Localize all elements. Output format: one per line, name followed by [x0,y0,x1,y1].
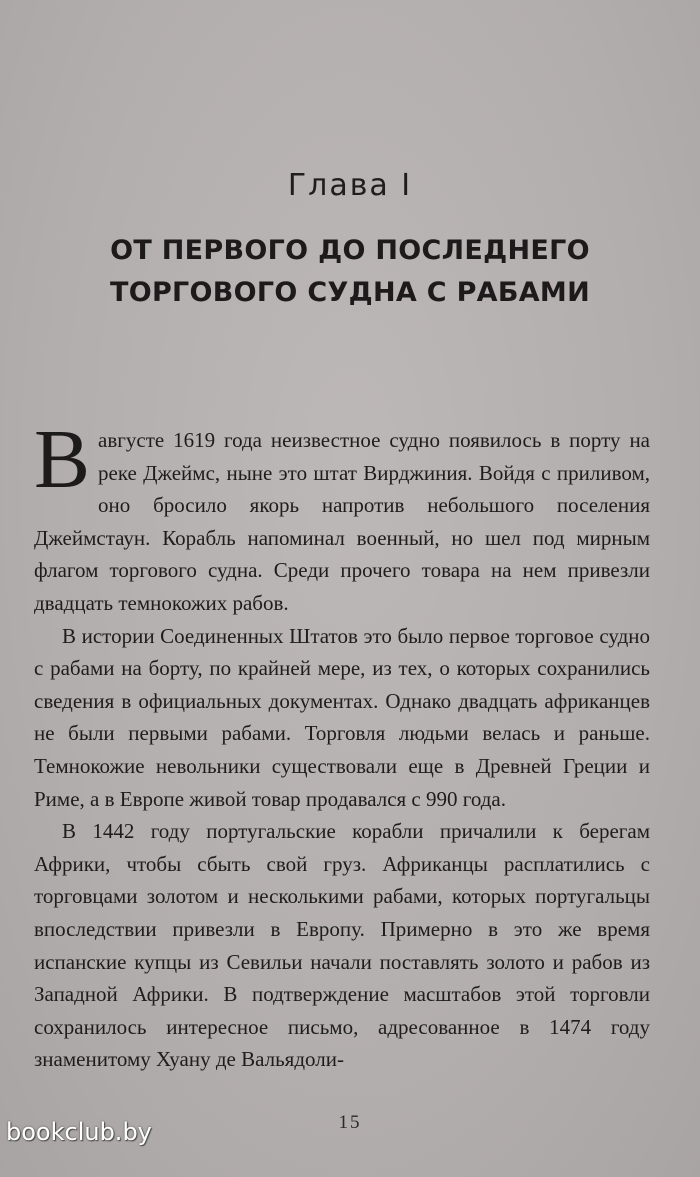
chapter-title-line-2: ТОРГОВОГО СУДНА С РАБАМИ [109,277,591,308]
page-number: 15 [338,1112,362,1133]
chapter-title [0,230,700,314]
paragraph-1 [34,413,650,620]
chapter-title-line-1: ОТ ПЕРВОГО ДО ПОСЛЕДНЕГО [110,235,590,266]
paragraph-3: В 1442 году португальские корабли причалили к берегам Африки, чтобы сбыть свой груз. Африканцы расплатились с торговцами золотом и несколькими рабами, которых португальцы впоследствии привезли в Европу. Примерно в это же время испанские купцы из Севильи начали поставлять золото и рабов из Западной Африки. В подтверждение масштабов этой торговли сохранилось интересное письмо, адресованное в 1474 году знаменитому Хуану де Вальядоли- [34,819,650,1072]
watermark: bookclub.by [6,1118,152,1146]
chapter-label: Глава I [287,168,413,203]
chapter-body [34,413,650,1076]
drop-cap: В [34,413,91,506]
paragraph-2: В истории Соединенных Штатов это было первое торговое судно с рабами на борту, по крайней мере, из тех, о которых сохранились сведения в официальных документах. Однако двадцать африканцев не были первыми рабами. Торговля людьми велась и раньше. Темнокожие невольники существовали еще в Древней Греции и Риме, а в Европе живой товар продавался с 990 года. [34,623,650,811]
paragraph-1-text: августе 1619 года неизвестное судно появилось в порту на реке Джеймс, ныне это штат Вирджиния. Войдя с приливом, оно бросило якорь напротив небольшого поселения Джеймстаун. Корабль напоминал военный, но шел под мирным флагом торгового судна. Среди прочего товара на нем привезли двадцать темнокожих рабов. [34,428,650,615]
